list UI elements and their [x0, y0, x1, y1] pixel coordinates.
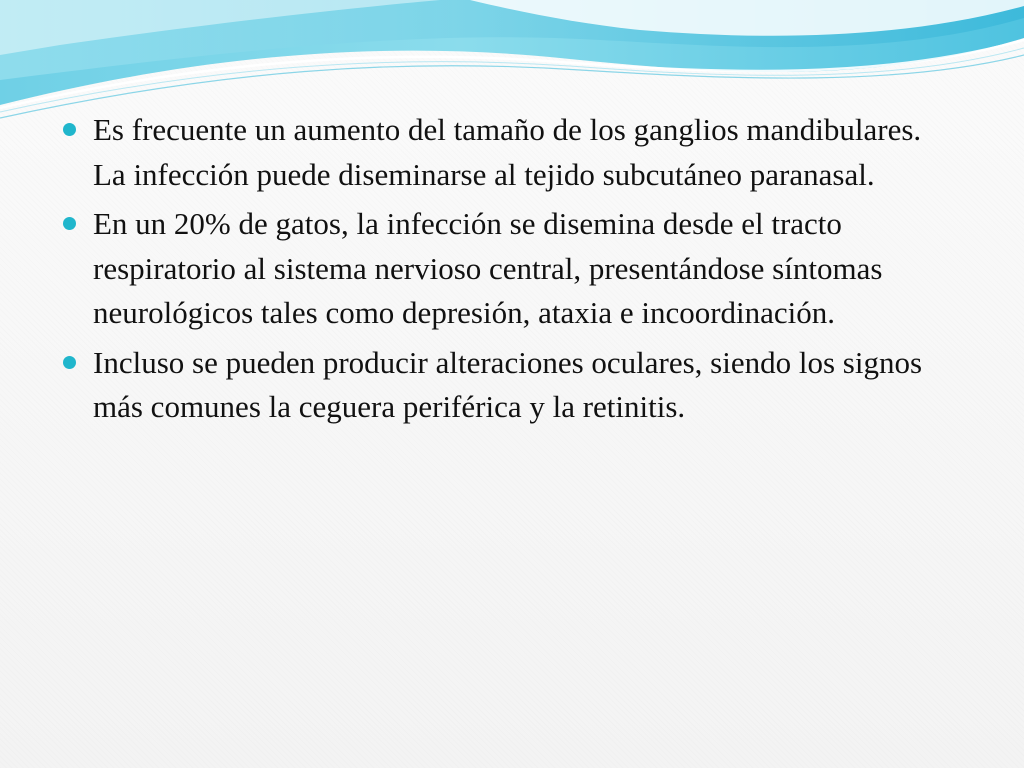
bullet-text: En un 20% de gatos, la infección se disemina desde el tracto respiratorio al sistema nervioso central, presentándose síntomas neurológicos tales como depresión, ataxia e incoordinación. — [93, 206, 883, 330]
bullet-text: Es frecuente un aumento del tamaño de los ganglios mandibulares. La infección puede diseminarse al tejido subcutáneo paranasal. — [93, 112, 922, 192]
bullet-text: Incluso se pueden producir alteraciones oculares, siendo los signos más comunes la ceguera periférica y la retinitis. — [93, 344, 923, 424]
bullet-item — [60, 108, 960, 197]
bullet-icon — [63, 356, 76, 369]
bullet-item — [60, 341, 960, 430]
bullet-list — [60, 108, 960, 435]
bullet-item — [60, 202, 960, 336]
bullet-icon — [63, 123, 76, 136]
bullet-icon — [63, 217, 76, 230]
